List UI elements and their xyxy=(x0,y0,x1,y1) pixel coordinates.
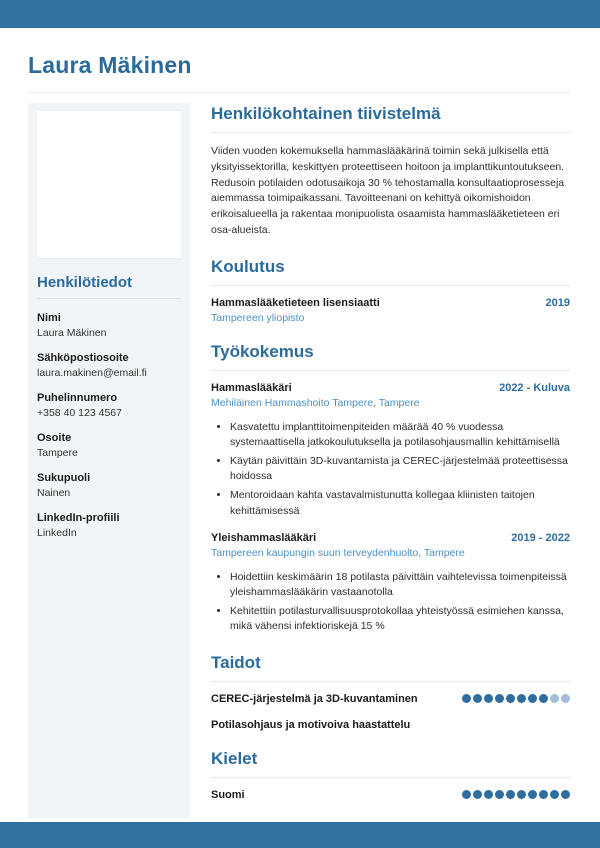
skill-label: Potilasohjaus ja motivoiva haastattelu xyxy=(211,718,411,731)
education-period: 2019 xyxy=(545,296,570,309)
employer-link[interactable]: Mehiläinen Hammashoito Tampere, Tampere xyxy=(211,396,420,409)
skill-rating xyxy=(462,694,570,703)
field-label: Sukupuoli xyxy=(37,472,91,484)
name-divider xyxy=(28,92,570,93)
field-gender xyxy=(37,472,181,499)
summary-text: Viiden vuoden kokemuksella hammaslääkärinä toimin sekä julkisella että yksityissektorilla, keskittyen proteettiseen hoitoon ja implanttikuntoutukseen. Redusoin potilaiden odotusaikoja 30 % tehostamalla konsultaatioprosesseja aiemmassa toimipaikassani. Tavoitteenani on kehittyä oikomishoidon erikoisalueella ja rakentaa monipuolista osaamista hammaslääketieteen eri osa-alueista. xyxy=(211,145,565,236)
field-linkedin xyxy=(37,512,181,539)
bottom-accent-bar xyxy=(0,822,600,848)
job-bullet: • Kasvatettu implanttitoimenpiteiden määrää 40 % vuodessa systemaattisella jatkokoulutuksella ja potilasohjausmallin kehittämisellä xyxy=(230,420,570,450)
rating-dot xyxy=(539,694,548,703)
section-summary xyxy=(211,103,570,239)
skill-label: CEREC-järjestelmä ja 3D-kuvantaminen xyxy=(211,692,418,705)
entry-head xyxy=(211,382,570,394)
rating-dot xyxy=(517,790,526,799)
experience-title: Työkokemus xyxy=(211,341,570,371)
job-bullet: • Hoidettiin keskimäärin 18 potilasta päivittäin vaihtelevissa toimenpiteissä yleishammaslääkärin vastaanotolla xyxy=(230,570,570,600)
language-label: Suomi xyxy=(211,788,245,801)
job-role: Hammaslääkäri xyxy=(211,381,292,394)
job-bullet: • Käytän päivittäin 3D-kuvantamista ja CEREC-järjestelmää proteettisessa hoidossa xyxy=(230,454,570,484)
rating-dot xyxy=(473,694,482,703)
columns xyxy=(28,103,570,818)
rating-dot xyxy=(506,790,515,799)
job-period: 2022 - Kuluva xyxy=(499,381,570,394)
summary-title: Henkilökohtainen tiivistelmä xyxy=(211,103,570,133)
rating-dot xyxy=(462,694,471,703)
skills-title: Taidot xyxy=(211,652,570,682)
rating-dot xyxy=(484,790,493,799)
top-accent-bar xyxy=(0,0,600,28)
sidebar xyxy=(28,103,190,818)
field-value: Laura Mäkinen xyxy=(37,327,107,339)
job-period: 2019 - 2022 xyxy=(511,531,570,544)
section-experience xyxy=(211,341,570,635)
field-label: Puhelinnumero xyxy=(37,392,118,404)
rating-dot xyxy=(506,694,515,703)
field-value: Tampere xyxy=(37,447,78,459)
rating-dot xyxy=(462,790,471,799)
field-name xyxy=(37,312,181,339)
linkedin-link[interactable]: LinkedIn xyxy=(37,527,77,539)
entry-head xyxy=(211,297,570,309)
entry-head xyxy=(211,532,570,544)
job-bullets xyxy=(211,420,570,519)
rating-dot xyxy=(495,694,504,703)
rating-dot xyxy=(473,790,482,799)
photo-placeholder xyxy=(37,111,181,258)
rating-dot xyxy=(528,790,537,799)
school-link[interactable]: Tampereen yliopisto xyxy=(211,311,305,324)
job-role: Yleishammaslääkäri xyxy=(211,531,317,544)
field-label: Sähköpostiosoite xyxy=(37,352,129,364)
field-label: Nimi xyxy=(37,312,61,324)
section-skills xyxy=(211,652,570,731)
experience-entry xyxy=(211,532,570,635)
job-bullet: • Mentoroidaan kahta vastavalmistunutta kollegaa kliinisten taitojen kehittämisessä xyxy=(230,488,570,518)
language-rating xyxy=(462,790,570,799)
rating-dot xyxy=(550,790,559,799)
rating-dot xyxy=(561,694,570,703)
education-entry xyxy=(211,297,570,324)
job-bullet: • Kehitettiin potilasturvallisuusprotokollaa yhteistyössä esimiehen kanssa, mikä vähensi infektioriskejä 15 % xyxy=(230,604,570,634)
field-label: Osoite xyxy=(37,432,72,444)
rating-dot xyxy=(528,694,537,703)
person-name: Laura Mäkinen xyxy=(28,52,192,78)
personal-details-title: Henkilötiedot xyxy=(37,274,181,299)
field-phone xyxy=(37,392,181,419)
experience-entry xyxy=(211,382,570,519)
section-education xyxy=(211,256,570,324)
skill-row xyxy=(211,719,570,731)
rating-dot xyxy=(550,694,559,703)
language-row xyxy=(211,789,570,801)
rating-dot xyxy=(561,790,570,799)
field-value: Nainen xyxy=(37,487,71,499)
rating-dot xyxy=(484,694,493,703)
rating-dot xyxy=(539,790,548,799)
degree-name: Hammaslääketieteen lisensiaatti xyxy=(211,296,380,309)
main-column xyxy=(211,103,570,818)
field-label: LinkedIn-profiili xyxy=(37,512,120,524)
languages-title: Kielet xyxy=(211,748,570,778)
field-address xyxy=(37,432,181,459)
field-value: laura.makinen@email.fi xyxy=(37,367,147,379)
section-languages xyxy=(211,748,570,801)
education-title: Koulutus xyxy=(211,256,570,286)
employer-link[interactable]: Tampereen kaupungin suun terveydenhuolto, Tampere xyxy=(211,546,465,559)
field-value: +358 40 123 4567 xyxy=(37,407,122,419)
job-bullets xyxy=(211,570,570,635)
rating-dot xyxy=(517,694,526,703)
skill-row xyxy=(211,693,570,705)
rating-dot xyxy=(495,790,504,799)
field-email xyxy=(37,352,181,379)
